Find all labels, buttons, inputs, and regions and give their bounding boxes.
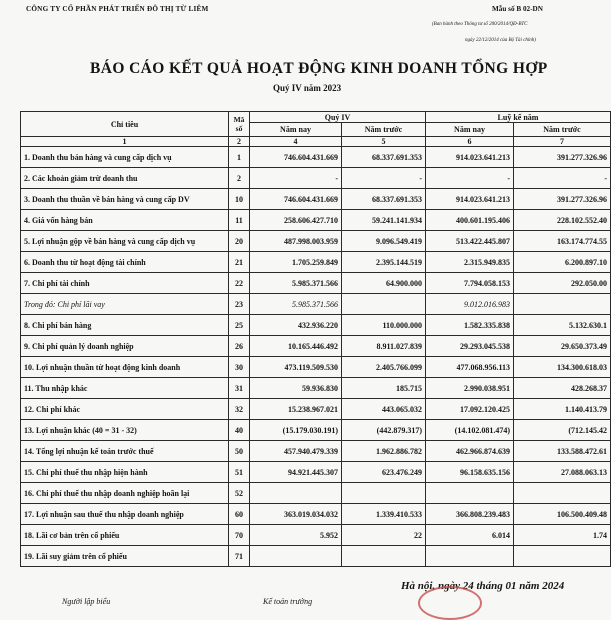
row-code: 26: [229, 336, 250, 357]
row-quarter-last-year: 8.911.027.839: [342, 336, 426, 357]
row-quarter-last-year: 443.065.032: [342, 399, 426, 420]
row-quarter-this-year: 15.238.967.021: [250, 399, 342, 420]
row-quarter-this-year: 1.705.259.849: [250, 252, 342, 273]
row-quarter-this-year: [250, 546, 342, 567]
row-cumulative-last-year: 228.102.552.40: [514, 210, 611, 231]
row-cumulative-this-year: 17.092.120.425: [426, 399, 514, 420]
row-label: 6. Doanh thu từ hoạt động tài chính: [21, 252, 229, 273]
row-cumulative-last-year: 428.268.37: [514, 378, 611, 399]
row-cumulative-last-year: 29.650.373.49: [514, 336, 611, 357]
row-quarter-last-year: 64.900.000: [342, 273, 426, 294]
row-quarter-this-year: 473.119.509.530: [250, 357, 342, 378]
row-quarter-this-year: 363.019.034.032: [250, 504, 342, 525]
row-quarter-this-year: [250, 483, 342, 504]
row-quarter-last-year: [342, 483, 426, 504]
header-index: 1: [21, 137, 229, 147]
row-label: 2. Các khoản giảm trừ doanh thu: [21, 168, 229, 189]
table-row: [21, 315, 611, 336]
row-quarter-last-year: 110.000.000: [342, 315, 426, 336]
row-code: 2: [229, 168, 250, 189]
table-row: [21, 483, 611, 504]
row-quarter-this-year: 487.998.003.959: [250, 231, 342, 252]
row-cumulative-this-year: 477.068.956.113: [426, 357, 514, 378]
row-label: 17. Lợi nhuận sau thuế thu nhập doanh nghiệp: [21, 504, 229, 525]
row-quarter-last-year: 2.395.144.519: [342, 252, 426, 273]
table-row: [21, 336, 611, 357]
row-code: 11: [229, 210, 250, 231]
row-cumulative-last-year: 6.200.897.10: [514, 252, 611, 273]
table-body: [21, 147, 611, 567]
row-cumulative-last-year: 1.74: [514, 525, 611, 546]
header-quarter-this-year: Năm nay: [250, 123, 342, 137]
row-code: 52: [229, 483, 250, 504]
row-cumulative-last-year: 133.588.472.61: [514, 441, 611, 462]
table-row: [21, 546, 611, 567]
table-row: [21, 294, 611, 315]
row-cumulative-this-year: 914.023.641.213: [426, 189, 514, 210]
table-row: [21, 252, 611, 273]
row-code: 21: [229, 252, 250, 273]
row-quarter-this-year: 94.921.445.307: [250, 462, 342, 483]
company-name: CÔNG TY CỔ PHẦN PHÁT TRIỂN ĐÔ THỊ TỪ LIÊM: [26, 5, 209, 13]
row-label: 18. Lãi cơ bản trên cổ phiếu: [21, 525, 229, 546]
row-label: 3. Doanh thu thuần về bán hàng và cung cấp DV: [21, 189, 229, 210]
report-period: Quý IV năm 2023: [273, 83, 342, 93]
row-cumulative-last-year: -: [514, 168, 611, 189]
row-cumulative-this-year: 7.794.058.153: [426, 273, 514, 294]
header-cumulative: Luỹ kế năm: [426, 112, 611, 123]
signer-preparer: Người lập biểu: [62, 597, 111, 606]
report-title: BÁO CÁO KẾT QUẢ HOẠT ĐỘNG KINH DOANH TỔNG HỢP: [90, 60, 548, 77]
form-code: Mẫu số B 02-DN: [492, 5, 543, 13]
row-cumulative-last-year: 1.140.413.79: [514, 399, 611, 420]
row-code: 25: [229, 315, 250, 336]
table-row: [21, 189, 611, 210]
row-cumulative-last-year: [514, 294, 611, 315]
row-label: 11. Thu nhập khác: [21, 378, 229, 399]
row-code: 1: [229, 147, 250, 168]
header-index: 4: [250, 137, 342, 147]
row-code: 51: [229, 462, 250, 483]
header-index: 7: [514, 137, 611, 147]
row-label: 13. Lợi nhuận khác (40 = 31 - 32): [21, 420, 229, 441]
row-quarter-this-year: 10.165.446.492: [250, 336, 342, 357]
regulation-note-line2: ngày 22/12/2014 của Bộ Tài chính): [465, 38, 536, 43]
row-quarter-this-year: 5.952: [250, 525, 342, 546]
header-item: Chỉ tiêu: [21, 112, 229, 137]
row-cumulative-this-year: 366.808.239.483: [426, 504, 514, 525]
table-row: [21, 420, 611, 441]
row-quarter-last-year: 1.962.886.782: [342, 441, 426, 462]
row-label: 9. Chi phí quản lý doanh nghiệp: [21, 336, 229, 357]
row-cumulative-this-year: 2.990.038.951: [426, 378, 514, 399]
row-quarter-last-year: 623.476.249: [342, 462, 426, 483]
row-code: 60: [229, 504, 250, 525]
row-cumulative-this-year: 6.014: [426, 525, 514, 546]
row-cumulative-last-year: 391.277.326.96: [514, 189, 611, 210]
row-cumulative-last-year: 106.500.409.48: [514, 504, 611, 525]
row-label: 16. Chi phí thuế thu nhập doanh nghiệp hoãn lại: [21, 483, 229, 504]
header-code: Mã số: [229, 112, 250, 137]
row-quarter-last-year: [342, 546, 426, 567]
table-row: [21, 441, 611, 462]
row-cumulative-last-year: 27.088.063.13: [514, 462, 611, 483]
row-quarter-this-year: 5.985.371.566: [250, 273, 342, 294]
row-code: 20: [229, 231, 250, 252]
row-quarter-this-year: -: [250, 168, 342, 189]
table-row: [21, 231, 611, 252]
row-code: 32: [229, 399, 250, 420]
row-quarter-last-year: (442.879.317): [342, 420, 426, 441]
row-quarter-last-year: 185.715: [342, 378, 426, 399]
row-label: 10. Lợi nhuận thuần từ hoạt động kinh doanh: [21, 357, 229, 378]
row-quarter-last-year: 22: [342, 525, 426, 546]
row-cumulative-this-year: (14.102.081.474): [426, 420, 514, 441]
row-code: 22: [229, 273, 250, 294]
row-cumulative-this-year: 513.422.445.807: [426, 231, 514, 252]
row-quarter-this-year: (15.179.030.191): [250, 420, 342, 441]
row-quarter-last-year: 68.337.691.353: [342, 147, 426, 168]
row-cumulative-last-year: (712.145.42: [514, 420, 611, 441]
row-cumulative-this-year: 96.158.635.156: [426, 462, 514, 483]
row-quarter-this-year: 432.936.220: [250, 315, 342, 336]
table-row: [21, 525, 611, 546]
header-index: 5: [342, 137, 426, 147]
header-quarter: Quý IV: [250, 112, 426, 123]
row-cumulative-last-year: 163.174.774.55: [514, 231, 611, 252]
row-label: 12. Chi phí khác: [21, 399, 229, 420]
row-code: 71: [229, 546, 250, 567]
row-cumulative-this-year: 462.966.874.639: [426, 441, 514, 462]
row-cumulative-last-year: [514, 546, 611, 567]
row-cumulative-this-year: -: [426, 168, 514, 189]
header-index: 2: [229, 137, 250, 147]
table-row: [21, 504, 611, 525]
row-code: 10: [229, 189, 250, 210]
row-code: 30: [229, 357, 250, 378]
row-cumulative-last-year: 5.132.630.1: [514, 315, 611, 336]
row-quarter-this-year: 5.985.371.566: [250, 294, 342, 315]
row-label: 7. Chi phí tài chính: [21, 273, 229, 294]
company-stamp: [418, 586, 482, 620]
signing-date: Hà nội, ngày 24 tháng 01 năm 2024: [401, 580, 565, 592]
row-label: 19. Lãi suy giảm trên cổ phiếu: [21, 546, 229, 567]
row-cumulative-this-year: 400.601.195.406: [426, 210, 514, 231]
row-cumulative-this-year: [426, 546, 514, 567]
row-quarter-last-year: 68.337.691.353: [342, 189, 426, 210]
table-row: [21, 168, 611, 189]
row-quarter-this-year: 746.604.431.669: [250, 189, 342, 210]
signer-chief-accountant: Kế toán trưởng: [263, 597, 313, 606]
table-row: [21, 147, 611, 168]
row-quarter-last-year: 59.241.141.934: [342, 210, 426, 231]
header-cumulative-last-year: Năm trước: [514, 123, 611, 137]
row-cumulative-last-year: 292.050.00: [514, 273, 611, 294]
row-quarter-last-year: [342, 294, 426, 315]
row-quarter-this-year: 258.606.427.710: [250, 210, 342, 231]
table-row: [21, 273, 611, 294]
row-cumulative-this-year: 2.315.949.835: [426, 252, 514, 273]
row-code: 40: [229, 420, 250, 441]
row-quarter-last-year: 9.096.549.419: [342, 231, 426, 252]
row-cumulative-this-year: 1.582.335.838: [426, 315, 514, 336]
row-code: 70: [229, 525, 250, 546]
table-row: [21, 462, 611, 483]
row-quarter-last-year: 2.405.766.099: [342, 357, 426, 378]
row-label: 14. Tổng lợi nhuận kế toán trước thuế: [21, 441, 229, 462]
row-cumulative-this-year: 914.023.641.213: [426, 147, 514, 168]
row-cumulative-this-year: 29.293.045.538: [426, 336, 514, 357]
row-label: 4. Giá vốn hàng bán: [21, 210, 229, 231]
row-label: 5. Lợi nhuận gộp về bán hàng và cung cấp dịch vụ: [21, 231, 229, 252]
row-code: 31: [229, 378, 250, 399]
income-statement-table: [20, 111, 611, 567]
row-label: 8. Chi phí bán hàng: [21, 315, 229, 336]
table-row: [21, 357, 611, 378]
row-label: 15. Chi phí thuế thu nhập hiện hành: [21, 462, 229, 483]
row-cumulative-last-year: 391.277.326.96: [514, 147, 611, 168]
row-label: Trong đó: Chi phí lãi vay: [21, 294, 229, 315]
table-row: [21, 210, 611, 231]
header-cumulative-this-year: Năm nay: [426, 123, 514, 137]
row-cumulative-last-year: 134.300.618.03: [514, 357, 611, 378]
row-label: 1. Doanh thu bán hàng và cung cấp dịch vụ: [21, 147, 229, 168]
row-cumulative-last-year: [514, 483, 611, 504]
row-quarter-this-year: 457.940.479.339: [250, 441, 342, 462]
row-code: 23: [229, 294, 250, 315]
row-cumulative-this-year: 9.012.016.983: [426, 294, 514, 315]
row-quarter-last-year: 1.339.410.533: [342, 504, 426, 525]
row-quarter-this-year: 59.936.830: [250, 378, 342, 399]
header-quarter-last-year: Năm trước: [342, 123, 426, 137]
header-index: 6: [426, 137, 514, 147]
table-row: [21, 399, 611, 420]
row-quarter-last-year: -: [342, 168, 426, 189]
row-cumulative-this-year: [426, 483, 514, 504]
table-row: [21, 378, 611, 399]
regulation-note-line1: (Ban hành theo Thông tư số 200/2014/QĐ-BTC: [432, 22, 528, 27]
row-quarter-this-year: 746.604.431.669: [250, 147, 342, 168]
row-code: 50: [229, 441, 250, 462]
